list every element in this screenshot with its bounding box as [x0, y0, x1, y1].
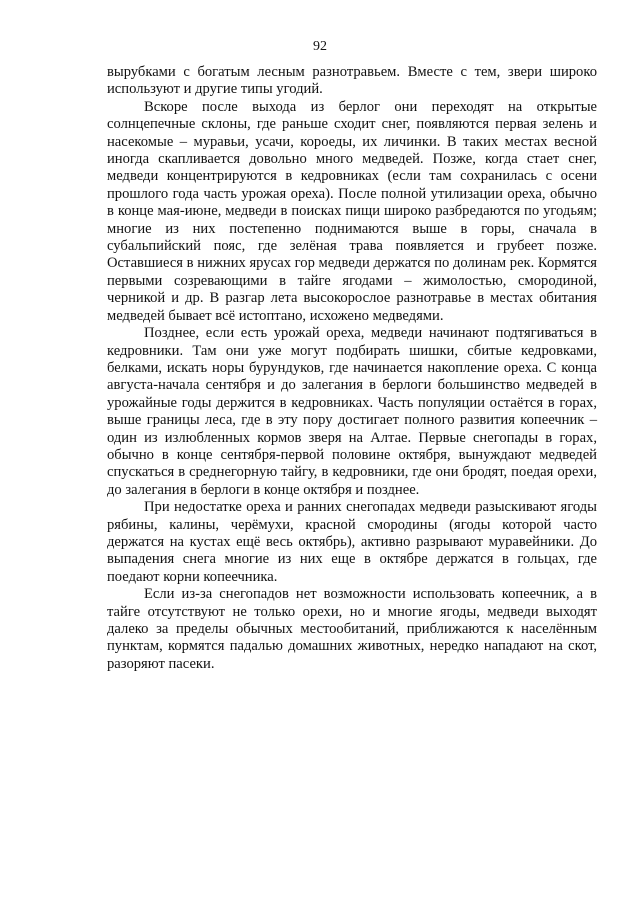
page-number: 92	[313, 39, 327, 54]
paragraph-autumn: Позднее, если есть урожай ореха, медведи начинают подтягиваться в кедровники. Там они уже могут подбирать шишки, сбитые кедровками, белками, искать норы бурундуков, где начинается накопление ореха. С конца августа-начала сентября и до залегания в берлоги большинство медведей в урожайные годы держится в кедровниках. Часть популяции остаётся в горах, выше границы леса, где в эту пору достигает полного развития копеечник – один из излюбленных кормов зверя на Алтае. Первые снегопады в горах, обычно в конце сентября-первой половине октября, вынуждают медведей спускаться в среднегорную тайгу, в кедровники, где они бродят, поедая орехи, до залегания в берлоги в конце октября и позднее.	[107, 325, 597, 498]
paragraph-settlements: Если из-за снегопадов нет возможности использовать копеечник, а в тайге отсутствуют не только орехи, но и многие ягоды, медведи выходят далеко за пределы обычных местообитаний, приближаются к населённым пунктам, кормятся падалью домашних животных, нередко нападают на скот, разоряют пасеки.	[107, 586, 597, 672]
paragraph-shortage: При недостатке ореха и ранних снегопадах медведи разыскивают ягоды рябины, калины, черёмухи, красной смородины (ягоды которой часто держатся на кустах ещё весь октябрь), активно разрывают муравейники. До выпадения снега многие из них еще в октябре держатся в гольцах, где поедают корни копеечника.	[107, 499, 597, 585]
paragraph-spring-summer: Вскоре после выхода из берлог они переходят на открытые солнцепечные склоны, где раньше сходит снег, появляются первая зелень и насекомые – муравьи, усачи, короеды, их личинки. В таких местах весной иногда скапливается довольно много медведей. Позже, когда стает снег, медведи концентрируются в кедровниках (если там сохранилась с осени прошлого года часть урожая ореха). После полной утилизации ореха, обычно в конце мая-июне, медведи в поисках пищи широко разбредаются по угодьям; многие из них постепенно поднимаются выше в горы, сначала в субальпийский пояс, где зелёная трава появляется и грубеет позже. Оставшиеся в нижних ярусах гор медведи держатся по долинам рек. Кормятся первыми созревающими в тайге ягодами – жимолостью, смородиной, черникой и др. В разгар лета высокорослое разнотравье в местах обитания медведей бывает всё истоптано, исхожено медведями.	[107, 98, 598, 324]
paragraph-continuation: вырубками с богатым лесным разнотравьем. Вместе с тем, звери широко используют и другие типы угодий.	[107, 64, 597, 98]
body-text	[107, 64, 597, 673]
